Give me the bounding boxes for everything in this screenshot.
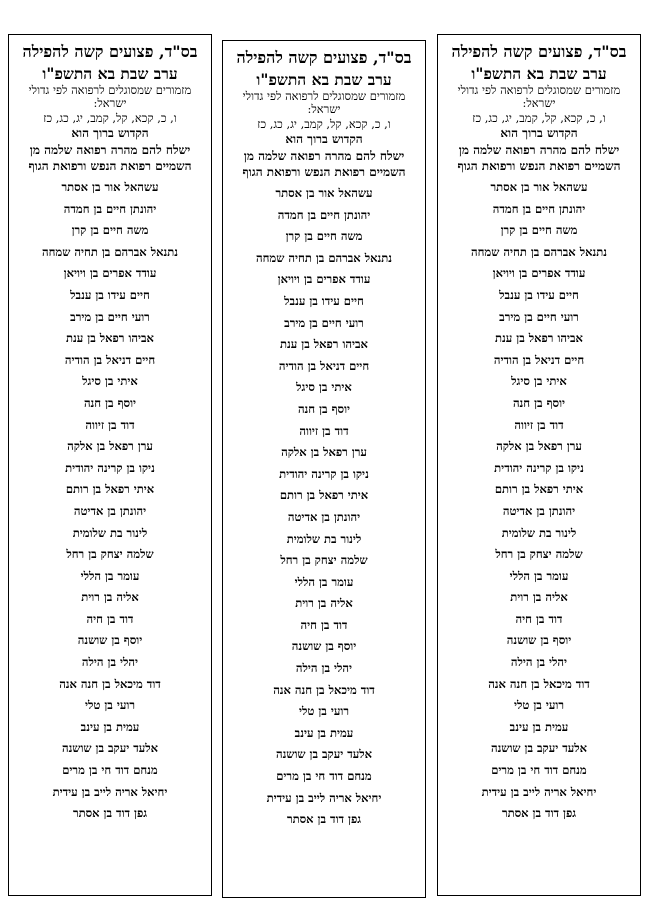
name-item: רועי חיים בן מירב <box>499 309 579 324</box>
name-item: נתנאל אברהם בן תחיה שמחה <box>42 244 178 259</box>
card-title: בס"ד, פצועים קשה להפילה <box>451 42 627 61</box>
psalm-chapters: ו, כ, קכא, קל, קמב, יג, כג, כז <box>472 111 606 125</box>
name-item: עמית בן עינב <box>80 719 140 734</box>
name-item: דוד מיכאל בן חנה אנה <box>488 676 590 691</box>
name-item: אביהו רפאל בן ענת <box>495 331 583 346</box>
name-item: חיים עידו בן ענבל <box>70 287 150 302</box>
name-item: איתי רפאל בן רותם <box>494 482 584 497</box>
name-item: חיים דניאל בן הודיה <box>64 352 156 367</box>
name-item: יהונתן בן אדיטה <box>287 509 361 524</box>
name-item: מנחם דוד חי בן מרים <box>276 769 372 784</box>
name-item: יהלי בן הילה <box>510 655 568 670</box>
name-item: יוסף בן חנה <box>83 395 137 410</box>
name-item: יהונתן בן אדיטה <box>73 503 147 518</box>
name-item: יוסף בן שושנה <box>506 633 572 648</box>
name-item: רועי חיים בן מירב <box>284 315 364 330</box>
name-item: אליה בן רוית <box>81 590 139 605</box>
name-item: איתי בן סיגל <box>296 380 352 395</box>
name-item: משה חיים בן קרן <box>500 223 578 238</box>
name-item: לינור בת שלומית <box>72 525 148 540</box>
blessing-line: הקדוש ברוך הוא <box>500 126 578 140</box>
name-item: מנחם דוד חי בן מרים <box>491 763 587 778</box>
name-item: ניקו בן קרינה יהודית <box>65 460 155 475</box>
card-subtitle: ערב שבת בא התשפ"ו <box>42 64 178 83</box>
prayer-card-right <box>437 34 641 896</box>
name-item: שלמה יצחק בן רחל <box>280 553 368 568</box>
name-item: עשהאל אור בן אסתר <box>490 180 588 194</box>
card-title: בס"ד, פצועים קשה להפילה <box>236 48 412 67</box>
name-item: נתנאל אברהם בן תחיה שמחה <box>471 244 607 259</box>
name-item: עומר בן הללי <box>509 568 569 583</box>
blessing-line: הקדוש ברוך הוא <box>285 132 363 146</box>
name-item: גפן דוד בן אסתר <box>72 806 148 821</box>
healing-prayer: ישלח להם מהרה רפואה שלמה מן השמיים רפואת הנפש ורפואת הגוף <box>242 149 406 179</box>
name-item: אלעד יעקב בן שושנה <box>275 747 373 762</box>
name-item: אלעד יעקב בן שושנה <box>61 741 159 756</box>
name-item: שלמה יצחק בן רחל <box>66 547 154 562</box>
name-item: יוסף בן חנה <box>512 395 566 410</box>
name-item: עשהאל אור בן אסתר <box>275 186 373 200</box>
name-item: לינור בת שלומית <box>286 531 362 546</box>
name-item: יהלי בן הילה <box>295 661 353 676</box>
name-item: יחיאל אריה לייב בן עידית <box>266 790 382 805</box>
name-item: חיים עידו בן ענבל <box>284 293 364 308</box>
names-list <box>9 177 211 825</box>
name-item: יהונתן בן אדיטה <box>502 503 576 518</box>
name-item: ניקו בן קרינה יהודית <box>494 460 584 475</box>
healing-prayer: ישלח להם מהרה רפואה שלמה מן השמיים רפואת הנפש ורפואת הגוף <box>28 143 192 173</box>
name-item: עומר בן הללי <box>80 568 140 583</box>
psalms-intro: מזמורים שמסוגלים לרפואה לפי גדולי ישראל: <box>28 83 192 110</box>
prayer-card-middle <box>222 40 426 898</box>
name-item: איתי רפאל בן רותם <box>279 488 369 503</box>
psalm-chapters: ו, כ, קכא, קל, קמב, יג, כג, כז <box>43 111 177 125</box>
name-item: דוד בן זיווה <box>299 423 349 438</box>
name-item: רועי בן טלי <box>299 704 349 719</box>
name-item: עומר בן הללי <box>294 574 354 589</box>
names-list <box>223 183 425 831</box>
name-item: אביהו רפאל בן ענת <box>280 337 368 352</box>
name-item: עודד אפרים בן ויויאן <box>63 266 157 281</box>
name-item: דוד בן חיה <box>515 611 563 626</box>
name-item: יהונתן חיים בן חמדה <box>277 207 371 222</box>
name-item: דוד בן זיווה <box>514 417 564 432</box>
card-subtitle: ערב שבת בא התשפ"ו <box>471 64 607 83</box>
name-item: אליה בן רוית <box>295 596 353 611</box>
name-item: עמית בן עינב <box>509 719 569 734</box>
psalms-intro: מזמורים שמסוגלים לרפואה לפי גדולי ישראל: <box>457 83 621 110</box>
psalm-chapters: ו, כ, קכא, קל, קמב, יג, כג, כז <box>257 117 391 131</box>
name-item: יהלי בן הילה <box>81 655 139 670</box>
name-item: דוד בן חיה <box>86 611 134 626</box>
name-item: ערן רפאל בן אלקה <box>281 445 367 460</box>
name-item: נתנאל אברהם בן תחיה שמחה <box>256 250 392 265</box>
name-item: יחיאל אריה לייב בן עידית <box>481 784 597 799</box>
blessing-line: הקדוש ברוך הוא <box>71 126 149 140</box>
name-item: עודד אפרים בן ויויאן <box>492 266 586 281</box>
name-item: רועי בן טלי <box>514 698 564 713</box>
name-item: חיים דניאל בן הודיה <box>493 352 585 367</box>
name-item: ערן רפאל בן אלקה <box>67 439 153 454</box>
name-item: אליה בן רוית <box>510 590 568 605</box>
name-item: שלמה יצחק בן רחל <box>495 547 583 562</box>
name-item: לינור בת שלומית <box>501 525 577 540</box>
name-item: יוסף בן חנה <box>297 401 351 416</box>
name-item: חיים עידו בן ענבל <box>499 287 579 302</box>
name-item: חיים דניאל בן הודיה <box>278 358 370 373</box>
name-item: יחיאל אריה לייב בן עידית <box>52 784 168 799</box>
name-item: עודד אפרים בן ויויאן <box>277 272 371 287</box>
name-item: רועי חיים בן מירב <box>70 309 150 324</box>
names-list <box>438 177 640 825</box>
name-item: יהונתן חיים בן חמדה <box>63 201 157 216</box>
name-item: ערן רפאל בן אלקה <box>496 439 582 454</box>
name-item: רועי בן טלי <box>85 698 135 713</box>
name-item: איתי בן סיגל <box>511 374 567 389</box>
name-item: איתי רפאל בן רותם <box>65 482 155 497</box>
card-title: בס"ד, פצועים קשה להפילה <box>22 42 198 61</box>
healing-prayer: ישלח להם מהרה רפואה שלמה מן השמיים רפואת הנפש ורפואת הגוף <box>457 143 621 173</box>
name-item: גפן דוד בן אסתר <box>286 812 362 827</box>
name-item: יהונתן חיים בן חמדה <box>492 201 586 216</box>
name-item: איתי בן סיגל <box>82 374 138 389</box>
name-item: דוד בן זיווה <box>85 417 135 432</box>
prayer-card-left <box>8 34 212 896</box>
name-item: משה חיים בן קרן <box>285 229 363 244</box>
card-subtitle: ערב שבת בא התשפ"ו <box>256 70 392 89</box>
psalms-intro: מזמורים שמסוגלים לרפואה לפי גדולי ישראל: <box>242 89 406 116</box>
name-item: אביהו רפאל בן ענת <box>66 331 154 346</box>
name-item: דוד מיכאל בן חנה אנה <box>59 676 161 691</box>
name-item: ניקו בן קרינה יהודית <box>279 466 369 481</box>
name-item: גפן דוד בן אסתר <box>501 806 577 821</box>
name-item: דוד מיכאל בן חנה אנה <box>273 682 375 697</box>
name-item: יוסף בן שושנה <box>291 639 357 654</box>
name-item: עמית בן עינב <box>294 725 354 740</box>
name-item: אלעד יעקב בן שושנה <box>490 741 588 756</box>
name-item: יוסף בן שושנה <box>77 633 143 648</box>
name-item: מנחם דוד חי בן מרים <box>62 763 158 778</box>
name-item: דוד בן חיה <box>300 617 348 632</box>
name-item: משה חיים בן קרן <box>71 223 149 238</box>
name-item: עשהאל אור בן אסתר <box>61 180 159 194</box>
